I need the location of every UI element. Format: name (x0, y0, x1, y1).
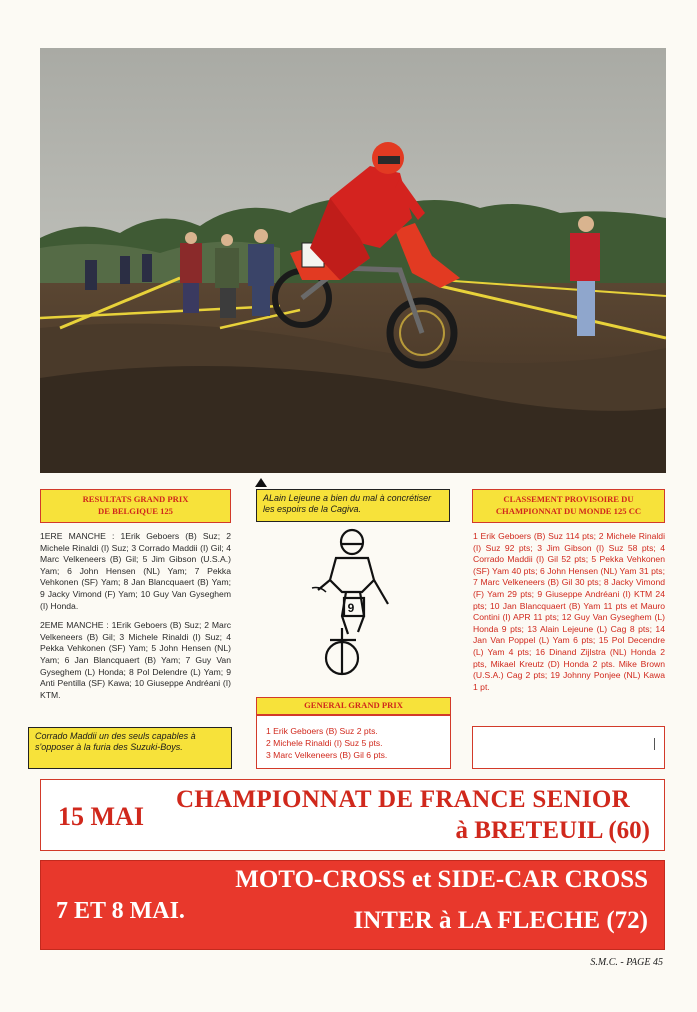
general-row: 3 Marc Velkeneers (B) Gil 6 pts. (266, 750, 388, 761)
caption-pointer (255, 478, 267, 487)
motocross-photo (40, 48, 666, 473)
event-banner-fleche (40, 860, 665, 950)
general-row: 2 Michele Rinaldi (I) Suz 5 pts. (266, 738, 383, 749)
manche-1-results: 1ERE MANCHE : 1Erik Geboers (B) Suz; 2 Michele Rinaldi (I) Suz; 3 Corrado Maddii (I) Gil; 4 Marc Velkeneers (B) Gil; 5 Jim Gibson (U.S.A.) Yam; 6 John Hensen (NL) Yam; 7 Pekka Vehkonen (SF) Yam; 8 Jan Blancquaert (B) Yam; 9 Jacky Vimond (F) Yam; 10 Guy Van Gyseghem (I) Honda. (40, 531, 231, 611)
empty-box-mark (654, 738, 655, 750)
classement-title-box (472, 489, 665, 523)
results-column (40, 531, 231, 709)
caption-lejeune: ALain Lejeune a bien du mal à concrétiser les espoirs de la Cagiva. (256, 489, 450, 522)
general-title: GENERAL GRAND PRIX (304, 700, 403, 711)
rider-illustration (300, 528, 400, 688)
classement-title-line1: CLASSEMENT PROVISOIRE DU (503, 494, 634, 505)
results-title-box (40, 489, 231, 523)
classement-title-line2: CHAMPIONNAT DU MONDE 125 CC (495, 506, 642, 516)
results-title-line1: RESULTATS GRAND PRIX (82, 494, 189, 505)
banner2-title: MOTO-CROSS et SIDE-CAR CROSS (235, 866, 648, 893)
banner1-date: 15 MAI (58, 802, 144, 831)
general-title-box (256, 697, 451, 715)
page-footer: S.M.C. - PAGE 45 (590, 957, 663, 968)
caption-maddii: Corrado Maddii un des seuls capables à s'opposer à la furia des Suzuki-Boys. (28, 727, 232, 769)
results-title-line2: DE BELGIQUE 125 (98, 506, 173, 516)
banner2-location: INTER à LA FLECHE (72) (353, 907, 648, 934)
banner1-location: à BRETEUIL (60) (455, 817, 650, 844)
manche-2-results: 2EME MANCHE : 1Erik Geboers (B) Suz; 2 Marc Velkeneers (B) Gil; 3 Michele Rinaldi (I) Suz; 4 Pekka Vehkonen (SF) Yam; 5 John Hensen (NL) Yam; 6 Jan Blancquaert (B) Yam; 7 Guy Van Gyseghem (L) Honda; 8 Pol Delendre (L) Yam; 9 Anti Pentilla (SF) Kawa; 10 Giuseppe Andréani (I) KTM. (40, 620, 231, 700)
general-row: 1 Erik Geboers (B) Suz 2 pts. (266, 726, 378, 736)
classement-column: 1 Erik Geboers (B) Suz 114 pts; 2 Michele Rinaldi (I) Suz 92 pts; 3 Jim Gibson (I) Suz 58 pts; 4 Corrado Maddii (I) Gil 52 pts; 5 Pekka Vehkonen (SF) Yam 40 pts; 6 John Hensen (NL) Yam 31 pts; 7 Marc Velkeneers (B) Gil 30 pts; 8 Jacky Vimond (F) Yam 29 pts; 9 Giuseppe Andréani (I) KTM 24 pts; 10 Jan Blancquaert (B) Yam 11 pts et Mauro Contini (I) APR 11 pts; 12 Guy Van Gyseghem (L) Honda 9 pts; 13 Alain Lejeune (L) Cag 8 pts; 14 Jan Van Poppel (L) Yam 6 pts; 15 Pol Decendre (L) Yam 4 pts; 16 Dinand Zijlstra (NL) Honda 2 pts, Mikael Kreutz (D) Honda 2 pts. Mike Brown (U.S.A.) Cag 2 pts; 19 Johnny Ponjee (NL) Kawa 1 pt. (473, 531, 665, 692)
event-banner-breteuil (40, 779, 665, 851)
banner1-title: CHAMPIONNAT DE FRANCE SENIOR (176, 786, 631, 813)
banner2-date: 7 ET 8 MAI. (56, 898, 185, 924)
svg-text:9: 9 (347, 601, 355, 615)
general-results-list (266, 725, 446, 761)
empty-box (472, 726, 665, 769)
